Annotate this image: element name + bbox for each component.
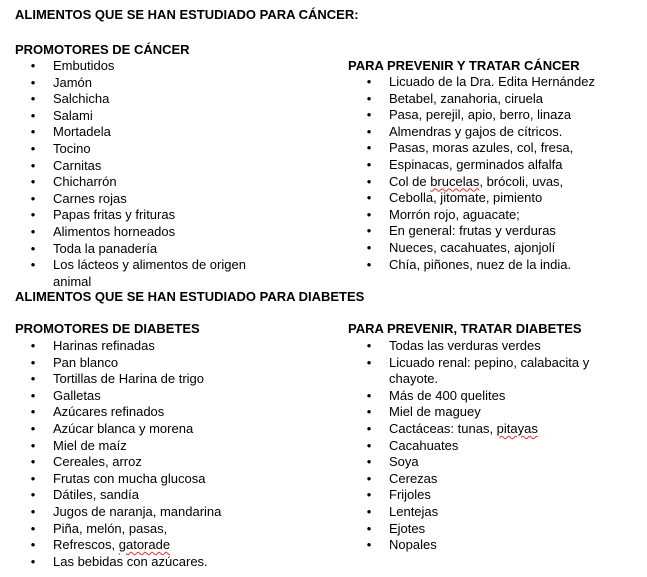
bullet-icon: • bbox=[366, 190, 372, 206]
bullet-icon: • bbox=[30, 387, 36, 403]
list-item-text: Alimentos horneados bbox=[53, 223, 176, 239]
list-item bbox=[28, 537, 221, 554]
list-item bbox=[28, 388, 221, 405]
list-item bbox=[28, 224, 283, 241]
list-item-text: Tortillas de Harina de trigo bbox=[53, 371, 205, 387]
list-item bbox=[364, 140, 595, 157]
bullet-icon: • bbox=[366, 90, 372, 106]
list-item bbox=[28, 521, 221, 538]
list-item bbox=[364, 487, 619, 504]
list-item bbox=[28, 108, 283, 125]
bullet-icon: • bbox=[366, 354, 372, 370]
list-item bbox=[28, 504, 221, 521]
list-item bbox=[28, 554, 221, 571]
list-item-text: Nopales bbox=[389, 537, 437, 553]
list-item-text: Col de brucelas, brócoli, uvas, bbox=[389, 173, 564, 189]
list-item bbox=[364, 157, 595, 174]
list-item-text: Tocino bbox=[53, 140, 91, 156]
bullet-icon: • bbox=[366, 470, 372, 486]
list-item-text: Espinacas, germinados alfalfa bbox=[389, 156, 563, 172]
list-item-text: Cebolla, jitomate, pimiento bbox=[389, 190, 543, 206]
list-item-text: Embutidos bbox=[53, 58, 115, 73]
list-item bbox=[28, 421, 221, 438]
list-item bbox=[28, 124, 283, 141]
bullet-icon: • bbox=[30, 503, 36, 519]
bullet-icon: • bbox=[30, 58, 36, 73]
list-item-text: Pasa, perejil, apio, berro, linaza bbox=[389, 107, 572, 123]
bullet-icon: • bbox=[366, 107, 372, 123]
list-item bbox=[28, 371, 221, 388]
bullet-icon: • bbox=[30, 520, 36, 536]
bullet-icon: • bbox=[30, 338, 36, 353]
bullet-icon: • bbox=[366, 223, 372, 239]
bullet-icon: • bbox=[30, 420, 36, 436]
list-item bbox=[364, 240, 595, 257]
list-item-text: En general: frutas y verduras bbox=[389, 223, 556, 239]
list-item bbox=[28, 487, 221, 504]
list-item bbox=[28, 58, 283, 75]
list-item-text: Refrescos, gatorade bbox=[53, 537, 171, 553]
list-item-text: Jugos de naranja, mandarina bbox=[53, 503, 222, 519]
list-item-text: Los lácteos y alimentos de origen animal bbox=[53, 257, 246, 289]
list-item bbox=[28, 438, 221, 455]
bullet-icon: • bbox=[366, 239, 372, 255]
list-item-text: Frijoles bbox=[389, 487, 431, 503]
list-item-text: Dátiles, sandía bbox=[53, 487, 139, 503]
list-item bbox=[364, 404, 619, 421]
list-item bbox=[364, 190, 595, 207]
list-item-text: Pasas, moras azules, col, fresa, bbox=[389, 140, 574, 156]
list-item bbox=[364, 338, 619, 355]
spellcheck-word: pitayas bbox=[496, 420, 538, 436]
list-item bbox=[364, 454, 619, 471]
list-item-text: Betabel, zanahoria, ciruela bbox=[389, 90, 543, 106]
list-item-text: Salami bbox=[53, 107, 93, 123]
list-item-text: Lentejas bbox=[389, 503, 439, 519]
list-item-text: Papas fritas y frituras bbox=[53, 207, 176, 223]
list-item bbox=[364, 504, 619, 521]
list-item-text: Frutas con mucha glucosa bbox=[53, 470, 206, 486]
list-item bbox=[28, 191, 283, 208]
bullet-icon: • bbox=[366, 387, 372, 403]
cancer-promoters-heading: PROMOTORES DE CÁNCER bbox=[15, 42, 190, 57]
list-item bbox=[364, 537, 619, 554]
cancer-section-title: ALIMENTOS QUE SE HAN ESTUDIADO PARA CÁNCER: bbox=[15, 7, 359, 22]
bullet-icon: • bbox=[366, 454, 372, 470]
list-item bbox=[364, 207, 595, 224]
diabetes-promoters-list bbox=[28, 338, 221, 570]
list-item-text: Miel de maíz bbox=[53, 437, 127, 453]
list-item-text: Galletas bbox=[53, 387, 101, 403]
bullet-icon: • bbox=[366, 404, 372, 420]
list-item-text: Nueces, cacahuates, ajonjolí bbox=[389, 239, 556, 255]
list-item-text: Carnitas bbox=[53, 157, 102, 173]
list-item bbox=[364, 174, 595, 191]
bullet-icon: • bbox=[30, 174, 36, 190]
list-item-text: Soya bbox=[389, 454, 419, 470]
list-item-text: Pan blanco bbox=[53, 354, 119, 370]
list-item bbox=[28, 471, 221, 488]
bullet-icon: • bbox=[30, 74, 36, 90]
list-item bbox=[364, 521, 619, 538]
list-item bbox=[364, 223, 595, 240]
bullet-icon: • bbox=[30, 223, 36, 239]
list-item-text: Cacahuates bbox=[389, 437, 459, 453]
cancer-prevent-heading: PARA PREVENIR Y TRATAR CÁNCER bbox=[348, 58, 580, 73]
list-item bbox=[28, 174, 283, 191]
bullet-icon: • bbox=[30, 190, 36, 206]
list-item bbox=[364, 257, 595, 274]
bullet-icon: • bbox=[30, 140, 36, 156]
list-item-text: Harinas refinadas bbox=[53, 338, 155, 353]
bullet-icon: • bbox=[30, 537, 36, 553]
list-item bbox=[28, 241, 283, 258]
list-item-text: Cereales, arroz bbox=[53, 454, 142, 470]
list-item bbox=[28, 355, 221, 372]
list-item bbox=[364, 124, 595, 141]
bullet-icon: • bbox=[366, 420, 372, 436]
list-item bbox=[364, 74, 595, 91]
list-item-text: Cerezas bbox=[389, 470, 438, 486]
bullet-icon: • bbox=[366, 520, 372, 536]
diabetes-section-title: ALIMENTOS QUE SE HAN ESTUDIADO PARA DIABETES bbox=[15, 289, 365, 304]
bullet-icon: • bbox=[30, 240, 36, 256]
bullet-icon: • bbox=[30, 437, 36, 453]
list-item-text: Ejotes bbox=[389, 520, 426, 536]
diabetes-prevent-list bbox=[364, 338, 619, 554]
cancer-prevent-list bbox=[364, 74, 595, 273]
spellcheck-word: gatorade bbox=[118, 537, 171, 553]
bullet-icon: • bbox=[366, 140, 372, 156]
list-item bbox=[28, 257, 283, 290]
list-item-text: Las bebidas con azúcares. bbox=[53, 553, 208, 569]
list-item-text: Morrón rojo, aguacate; bbox=[389, 206, 520, 222]
list-item-text: Mortadela bbox=[53, 124, 111, 140]
list-item-text: Todas las verduras verdes bbox=[389, 338, 541, 353]
list-item-text: Azúcar blanca y morena bbox=[53, 420, 194, 436]
bullet-icon: • bbox=[30, 404, 36, 420]
list-item bbox=[28, 454, 221, 471]
list-item-text: Carnes rojas bbox=[53, 190, 127, 206]
bullet-icon: • bbox=[366, 338, 372, 353]
list-item-text: Chicharrón bbox=[53, 174, 117, 190]
list-item-text: Licuado de la Dra. Edita Hernández bbox=[389, 74, 595, 89]
list-item-text: Cactáceas: tunas, pitayas bbox=[389, 420, 538, 436]
bullet-icon: • bbox=[366, 503, 372, 519]
list-item bbox=[364, 91, 595, 108]
bullet-icon: • bbox=[30, 157, 36, 173]
list-item-text: Jamón bbox=[53, 74, 93, 90]
list-item bbox=[28, 75, 283, 92]
list-item bbox=[28, 404, 221, 421]
list-item bbox=[364, 388, 619, 405]
bullet-icon: • bbox=[366, 173, 372, 189]
bullet-icon: • bbox=[30, 371, 36, 387]
bullet-icon: • bbox=[366, 156, 372, 172]
bullet-icon: • bbox=[366, 256, 372, 272]
list-item bbox=[28, 141, 283, 158]
list-item-text: Toda la panadería bbox=[53, 240, 158, 256]
list-item-text: Miel de maguey bbox=[389, 404, 481, 420]
list-item bbox=[28, 91, 283, 108]
list-item bbox=[28, 158, 283, 175]
bullet-icon: • bbox=[30, 553, 36, 569]
bullet-icon: • bbox=[30, 257, 36, 273]
bullet-icon: • bbox=[366, 206, 372, 222]
bullet-icon: • bbox=[366, 74, 372, 89]
diabetes-promoters-heading: PROMOTORES DE DIABETES bbox=[15, 321, 200, 336]
cancer-promoters-list bbox=[28, 58, 283, 290]
bullet-icon: • bbox=[30, 354, 36, 370]
bullet-icon: • bbox=[30, 470, 36, 486]
bullet-icon: • bbox=[30, 107, 36, 123]
list-item bbox=[364, 107, 595, 124]
list-item-text: Almendras y gajos de cítricos. bbox=[389, 123, 563, 139]
list-item bbox=[364, 471, 619, 488]
list-item-text: Más de 400 quelites bbox=[389, 387, 506, 403]
list-item-text: Azúcares refinados bbox=[53, 404, 165, 420]
bullet-icon: • bbox=[366, 123, 372, 139]
bullet-icon: • bbox=[30, 487, 36, 503]
bullet-icon: • bbox=[366, 437, 372, 453]
diabetes-prevent-heading: PARA PREVENIR, TRATAR DIABETES bbox=[348, 321, 582, 336]
list-item-text: Chía, piñones, nuez de la india. bbox=[389, 256, 572, 272]
list-item-text: Licuado renal: pepino, calabacita y chayote. bbox=[389, 354, 590, 387]
list-item-text: Piña, melón, pasas, bbox=[53, 520, 168, 536]
list-item-text: Salchicha bbox=[53, 91, 110, 107]
list-item bbox=[28, 338, 221, 355]
bullet-icon: • bbox=[30, 207, 36, 223]
spellcheck-word: brucelas bbox=[430, 173, 480, 189]
bullet-icon: • bbox=[366, 537, 372, 553]
list-item bbox=[364, 421, 619, 438]
list-item bbox=[364, 438, 619, 455]
bullet-icon: • bbox=[30, 124, 36, 140]
list-item bbox=[28, 207, 283, 224]
bullet-icon: • bbox=[30, 454, 36, 470]
bullet-icon: • bbox=[366, 487, 372, 503]
list-item bbox=[364, 355, 619, 388]
bullet-icon: • bbox=[30, 91, 36, 107]
